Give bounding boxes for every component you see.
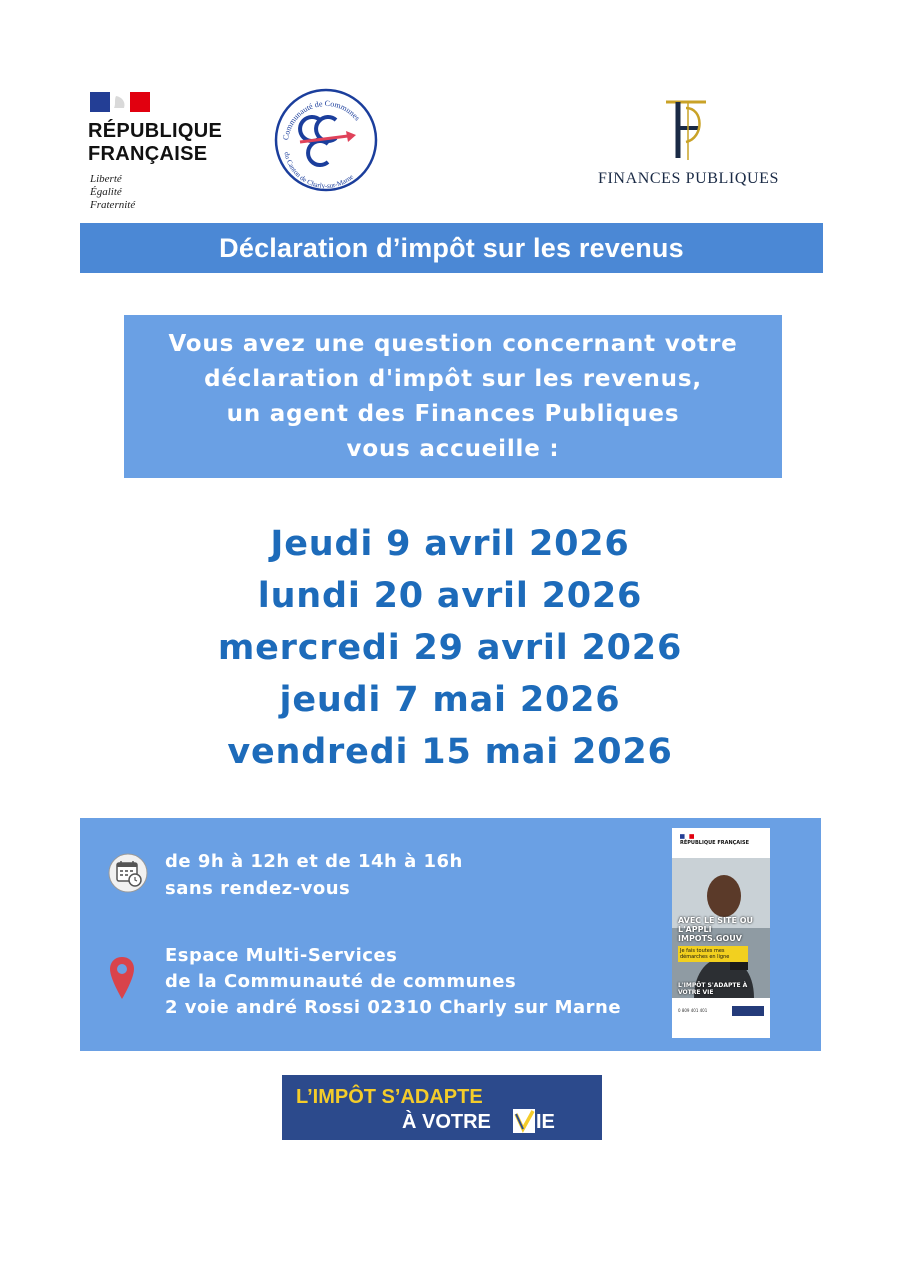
- location-pin-icon: [108, 955, 136, 1003]
- slogan-ie: IE: [536, 1111, 555, 1133]
- date-1: Jeudi 9 avril 2026: [270, 524, 630, 564]
- title-bar: [80, 223, 823, 273]
- poster-flag-icon: [680, 834, 694, 839]
- slogan-banner: [282, 1075, 602, 1140]
- hours-line-1: de 9h à 12h et de 14h à 16h: [165, 851, 463, 872]
- cc-logo-text-top: Communauté de Communes: [281, 98, 362, 141]
- poster-slogan: L'IMPÔT S'ADAPTE À VOTRE VIE: [678, 982, 748, 996]
- hours-line-2: sans rendez-vous: [165, 878, 351, 899]
- motto-liberte: Liberté: [90, 173, 122, 185]
- communaute-communes-logo: [274, 88, 378, 192]
- rf-motto: [90, 173, 135, 212]
- poster-tag: [678, 946, 748, 962]
- poster-headline: AVEC LE SITE OU L'APPLI IMPOTS.GOUV: [678, 916, 754, 943]
- question-text: Vous avez une question concernant votre déclaration d'impôt sur les revenus, un agent des Finances Publiques vous accueille :: [168, 330, 738, 462]
- dates-list: [120, 518, 780, 778]
- date-4: jeudi 7 mai 2026: [279, 680, 621, 720]
- republique-francaise-logo: [88, 90, 248, 220]
- address-line-2: de la Communauté de communes: [165, 971, 517, 992]
- check-v-icon: [512, 1108, 536, 1134]
- opening-hours: [165, 848, 463, 902]
- date-5: vendredi 15 mai 2026: [227, 732, 673, 772]
- page-title: Déclaration d’impôt sur les revenus: [219, 232, 684, 263]
- rf-title: [88, 120, 222, 166]
- slogan-line-2: À VOTRE: [402, 1111, 491, 1133]
- rf-title-line1: RÉPUBLIQUE: [88, 120, 223, 142]
- address: [165, 943, 621, 1021]
- fp-monogram-icon: [658, 98, 714, 164]
- marianne-flag-icon: [90, 92, 150, 112]
- address-line-1: Espace Multi-Services: [165, 945, 398, 966]
- poster-header: [672, 828, 770, 858]
- slogan-line-1: L’IMPÔT S’ADAPTE: [296, 1086, 483, 1108]
- address-line-3: 2 voie andré Rossi 02310 Charly sur Marne: [165, 997, 622, 1018]
- date-2: lundi 20 avril 2026: [257, 576, 643, 616]
- poster-footer: [672, 998, 770, 1038]
- date-3: mercredi 29 avril 2026: [217, 628, 683, 668]
- fp-label: FINANCES PUBLIQUES: [598, 170, 780, 187]
- impots-gouv-poster: [672, 828, 770, 1038]
- finances-publiques-logo: [590, 98, 790, 194]
- motto-fraternite: Fraternité: [90, 199, 136, 211]
- poster-rf: RÉPUBLIQUE FRANÇAISE: [680, 840, 750, 846]
- cc-logo-text-bottom: du Canton de Charly-sur-Marne: [282, 151, 356, 191]
- rf-title-line2: FRANÇAISE: [88, 143, 208, 165]
- question-box: [124, 315, 782, 478]
- poster-phone: 0 809 401 401: [678, 1008, 708, 1013]
- poster-tagline: Je fais toutes mes démarches en ligne: [680, 948, 730, 960]
- calendar-clock-icon: [108, 853, 148, 893]
- motto-egalite: Égalité: [90, 186, 122, 198]
- poster-footer-logo: [732, 1006, 764, 1016]
